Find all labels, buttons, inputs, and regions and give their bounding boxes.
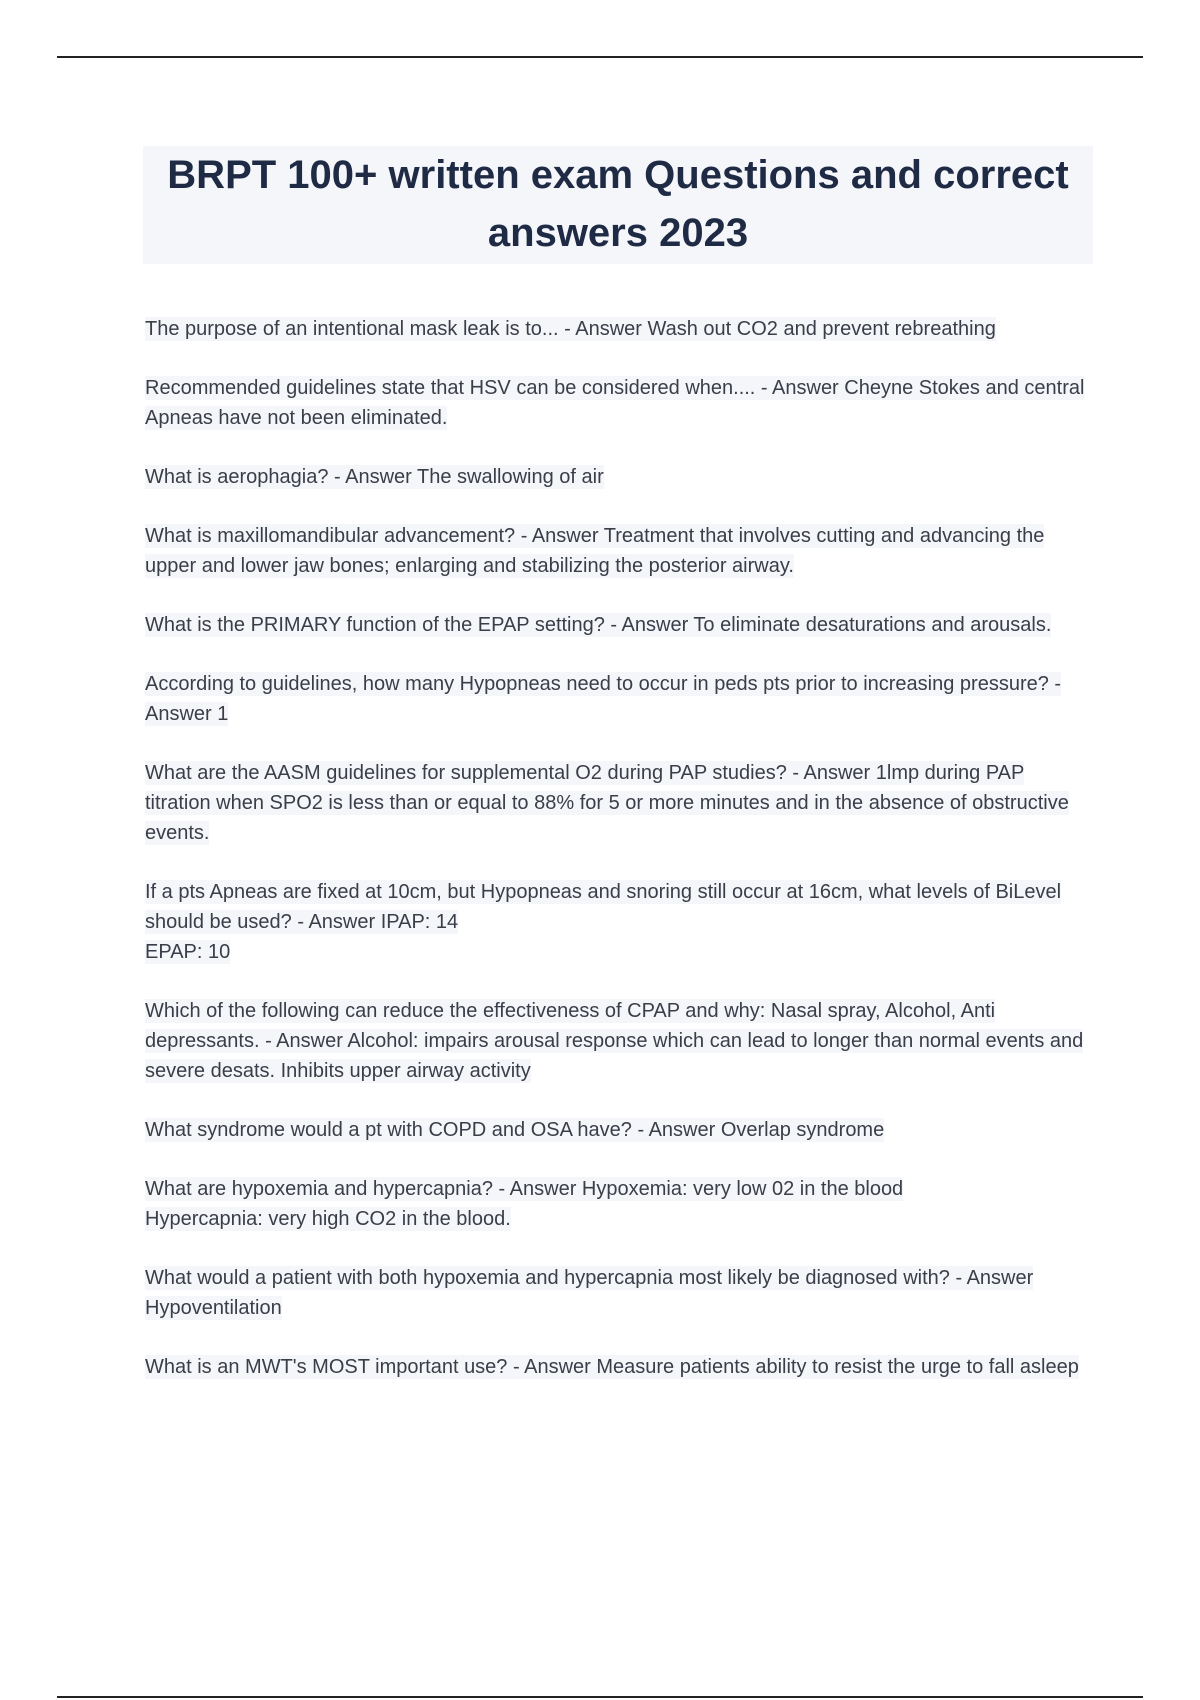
- qa-item-7: What are the AASM guidelines for supplemental O2 during PAP studies? - Answer 1lmp during PAP titration when SPO2 is less than or equal to 88% for 5 or more minutes and in the absence of obstructive events.: [145, 762, 1069, 844]
- qa-item-4: What is maxillomandibular advancement? - Answer Treatment that involves cutting and advancing the upper and lower jaw bones; enlarging and stabilizing the posterior airway.: [145, 525, 1045, 577]
- qa-item-2: Recommended guidelines state that HSV can be considered when.... - Answer Cheyne Stokes and central Apneas have not been eliminated.: [145, 377, 1085, 429]
- bottom-rule: [57, 1696, 1143, 1698]
- qa-item-13: What is an MWT's MOST important use? - Answer Measure patients ability to resist the urge to fall asleep: [145, 1356, 1079, 1378]
- top-rule: [57, 56, 1143, 58]
- qa-item-12: What would a patient with both hypoxemia and hypercapnia most likely be diagnosed with? - Answer Hypoventilation: [145, 1267, 1034, 1319]
- qa-item-1: The purpose of an intentional mask leak is to... - Answer Wash out CO2 and prevent rebreathing: [145, 318, 996, 340]
- qa-item-11: What are hypoxemia and hypercapnia? - Answer Hypoxemia: very low 02 in the blood Hypercapnia: very high CO2 in the blood.: [145, 1178, 904, 1230]
- qa-item-11-continued: Hypercapnia: very high CO2 in the blood.: [145, 1208, 511, 1230]
- qa-item-10: What syndrome would a pt with COPD and OSA have? - Answer Overlap syndrome: [145, 1119, 885, 1141]
- document-title: BRPT 100+ written exam Questions and correct answers 2023: [167, 153, 1069, 255]
- qa-item-5: What is the PRIMARY function of the EPAP setting? - Answer To eliminate desaturations and arousals.: [145, 614, 1052, 636]
- qa-item-9: Which of the following can reduce the effectiveness of CPAP and why: Nasal spray, Alcohol, Anti depressants. - Answer Alcohol: impairs arousal response which can lead to longer than normal events and severe desats. Inhibits upper airway activity: [145, 1000, 1084, 1082]
- qa-item-6: According to guidelines, how many Hypopneas need to occur in peds pts prior to increasing pressure? - Answer 1: [145, 673, 1062, 725]
- qa-list: [145, 314, 1095, 1411]
- qa-item-3: What is aerophagia? - Answer The swallowing of air: [145, 466, 604, 488]
- title-banner: [143, 146, 1093, 264]
- qa-item-8: If a pts Apneas are fixed at 10cm, but Hypopneas and snoring still occur at 16cm, what levels of BiLevel should be used? - Answer IPAP: 14 EPAP: 10: [145, 881, 1062, 963]
- qa-item-8-continued: EPAP: 10: [145, 941, 231, 963]
